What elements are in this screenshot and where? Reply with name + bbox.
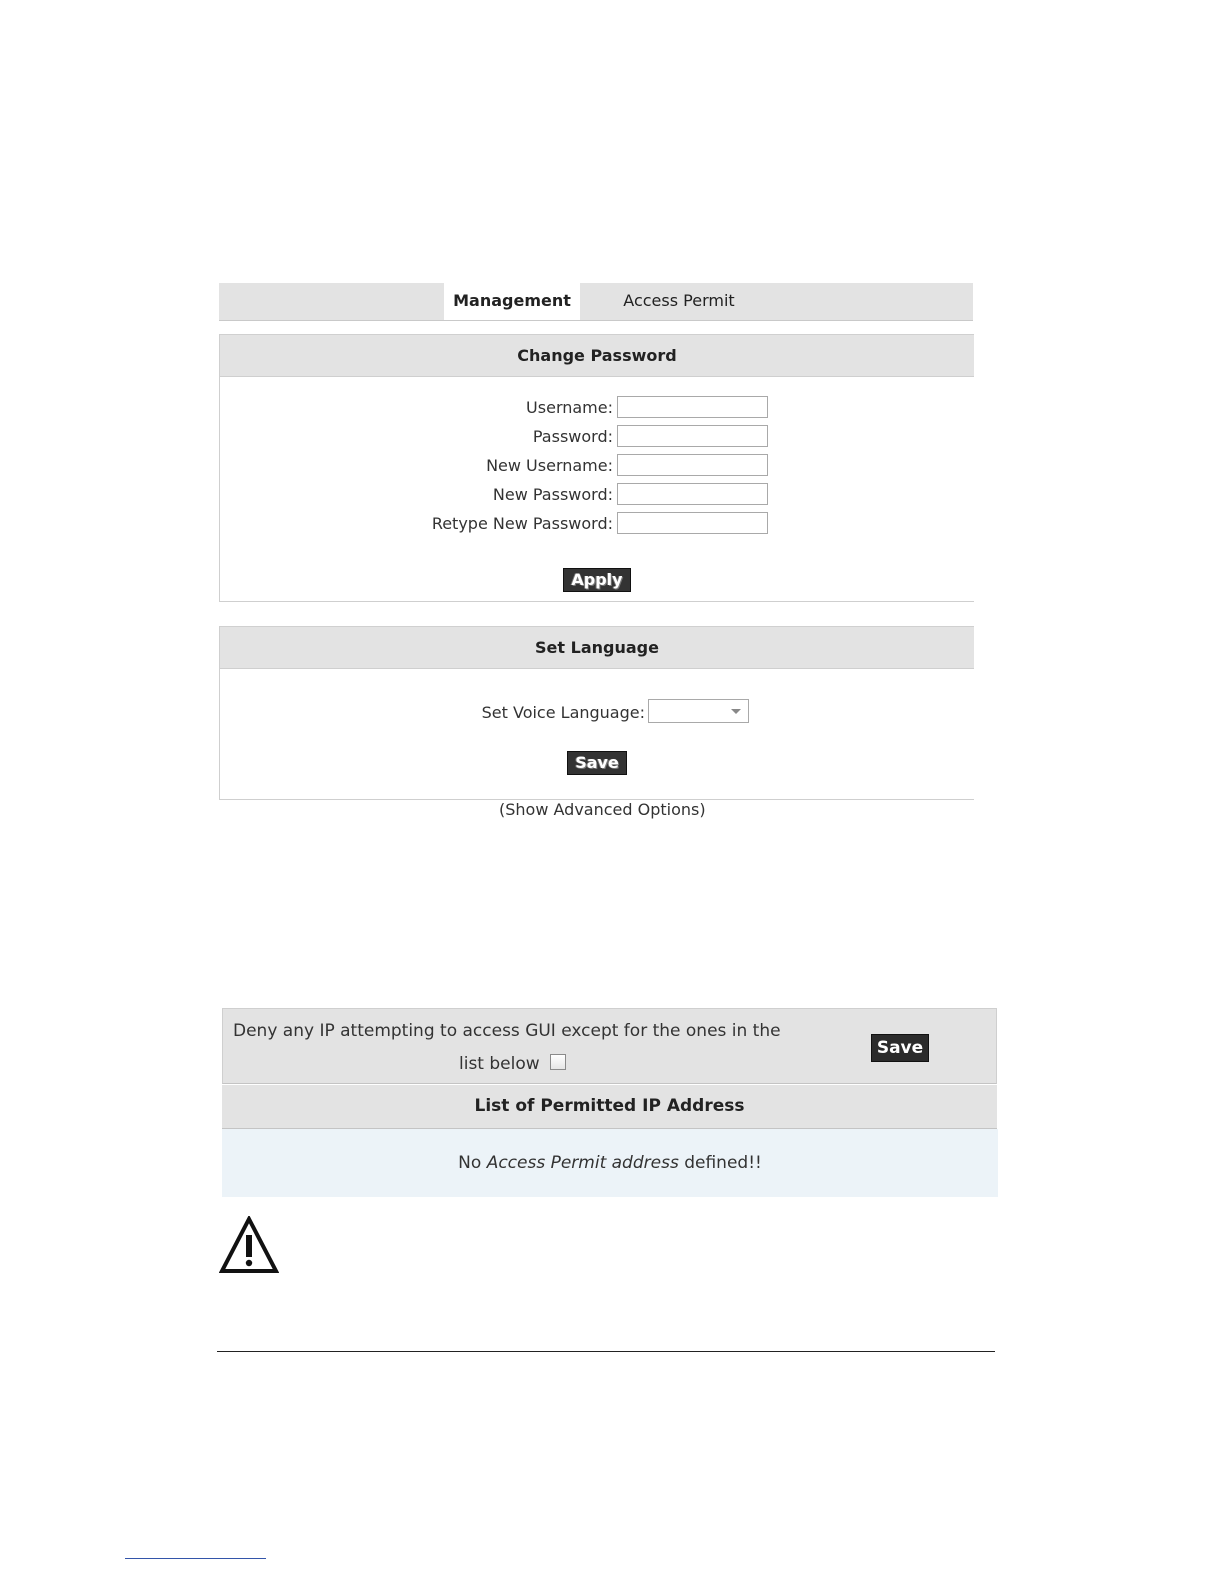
- change-password-title: Change Password: [220, 334, 974, 377]
- apply-button[interactable]: Apply: [563, 568, 631, 592]
- new-username-label: New Username:: [486, 456, 613, 475]
- password-row: [220, 425, 974, 449]
- deny-ip-bar: [222, 1008, 997, 1084]
- voice-language-select[interactable]: [648, 699, 749, 723]
- new-password-label: New Password:: [492, 485, 613, 504]
- retype-password-input[interactable]: [617, 512, 768, 534]
- empty-suffix: defined!!: [678, 1153, 762, 1173]
- new-password-input[interactable]: [617, 483, 768, 505]
- username-input[interactable]: [617, 396, 768, 418]
- permitted-ip-empty-message: [222, 1129, 998, 1197]
- tab-bar: [219, 283, 973, 321]
- deny-text-line1: Deny any IP attempting to access GUI except for the ones in the: [233, 1021, 781, 1041]
- warning-triangle-icon: [219, 1216, 279, 1274]
- username-row: [220, 396, 974, 420]
- save-language-button[interactable]: Save: [567, 751, 627, 775]
- empty-italic: Access Permit address: [486, 1153, 679, 1173]
- set-language-panel: [219, 626, 974, 800]
- empty-prefix: No: [458, 1153, 487, 1173]
- save-access-permit-button[interactable]: Save: [871, 1034, 929, 1062]
- change-password-panel: [219, 334, 974, 602]
- set-language-title: Set Language: [220, 626, 974, 669]
- deny-text-line2: list below: [459, 1054, 540, 1074]
- new-password-row: [220, 483, 974, 507]
- chevron-down-icon: [731, 709, 741, 714]
- retype-password-row: [220, 512, 974, 536]
- voice-language-label: Set Voice Language:: [481, 703, 645, 722]
- new-username-row: [220, 454, 974, 478]
- new-username-input[interactable]: [617, 454, 768, 476]
- username-label: Username:: [526, 398, 613, 417]
- password-input[interactable]: [617, 425, 768, 447]
- retype-password-label: Retype New Password:: [431, 514, 613, 533]
- tab-access-permit[interactable]: Access Permit: [623, 291, 735, 310]
- permitted-ip-list-title: List of Permitted IP Address: [222, 1085, 997, 1129]
- section-divider: [217, 1351, 995, 1352]
- show-advanced-options-link[interactable]: (Show Advanced Options): [499, 800, 706, 819]
- footnote-rule: [125, 1558, 266, 1559]
- deny-ip-checkbox[interactable]: [550, 1054, 566, 1070]
- password-label: Password:: [532, 427, 613, 446]
- tab-management[interactable]: Management: [444, 283, 580, 320]
